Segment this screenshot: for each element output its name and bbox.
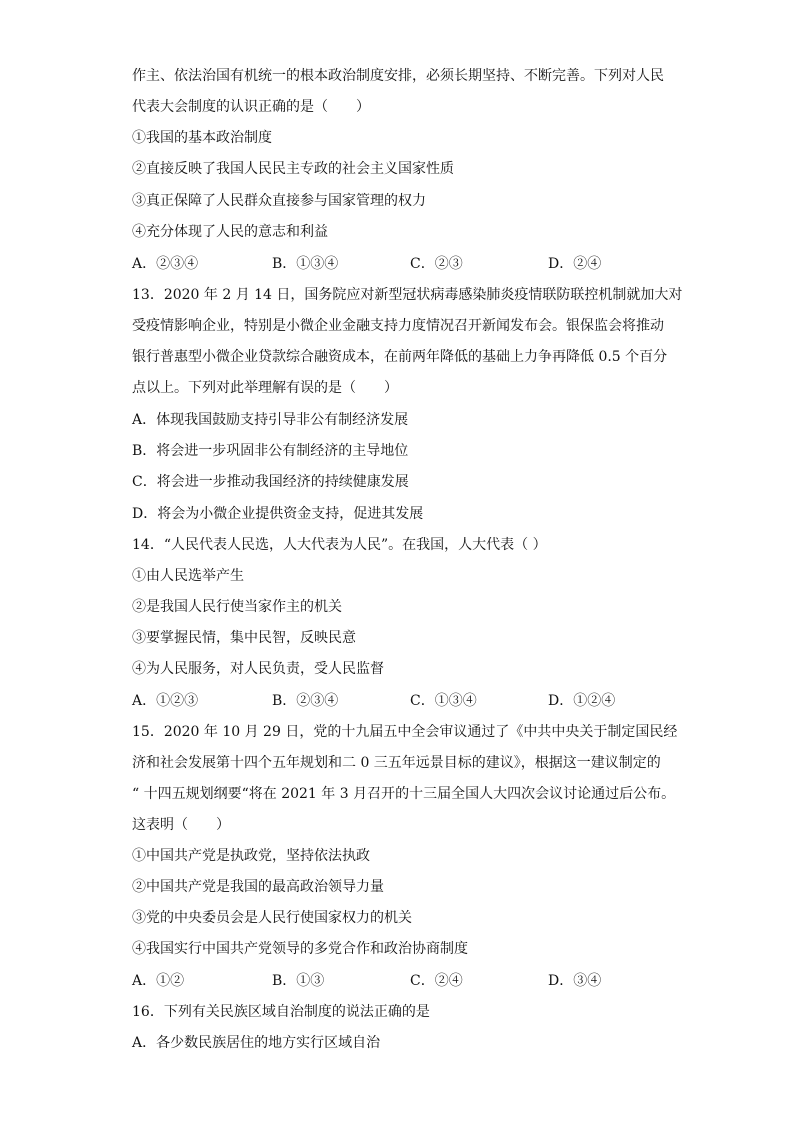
q14-stem: 14．“人民代表人民选，人大代表为人民”。在我国，人大代表（ ） bbox=[132, 537, 547, 553]
q14-item-1: ①由人民选举产生 bbox=[132, 568, 244, 584]
q15-stem-line-1: 15．2020 年 10 月 29 日，党的十九届五中全会审议通过了《中共中央关于制定国民经 bbox=[132, 724, 678, 740]
q15-stem-line-2: 济和社会发展第十四个五年规划和二 0 三五年远景目标的建议》，根据这一建议制定的 bbox=[132, 755, 661, 771]
q15-option-c[interactable]: C．②④ bbox=[410, 973, 463, 989]
q15-option-b[interactable]: B．①③ bbox=[272, 973, 325, 989]
q13-option-b[interactable]: B．将会进一步巩固非公有制经济的主导地位 bbox=[132, 443, 409, 459]
q12-item-4: ④充分体现了人民的意志和利益 bbox=[132, 224, 328, 240]
q13-stem-line-1: 13．2020 年 2 月 14 日，国务院应对新型冠状病毒感染肺炎疫情联防联控机制就加大对 bbox=[132, 287, 683, 303]
q16-option-a[interactable]: A．各少数民族居住的地方实行区域自治 bbox=[132, 1035, 381, 1051]
q12-option-b[interactable]: B．①③④ bbox=[272, 256, 339, 272]
q14-item-2: ②是我国人民行使当家作主的机关 bbox=[132, 599, 342, 615]
q13-stem-line-4: 点以上。下列对此举理解有误的是（ ） bbox=[132, 380, 398, 396]
q12-options bbox=[132, 254, 692, 274]
q15-item-3: ③党的中央委员会是人民行使国家权力的机关 bbox=[132, 910, 412, 926]
q12-stem-line-1: 作主、依法治国有机统一的根本政治制度安排，必须长期坚持、不断完善。下列对人民 bbox=[132, 68, 664, 84]
q14-option-a[interactable]: A．①②③ bbox=[132, 693, 199, 709]
q15-item-1: ①中国共产党是执政党，坚持依法执政 bbox=[132, 848, 370, 864]
q12-option-c[interactable]: C．②③ bbox=[410, 256, 463, 272]
q12-item-3: ③真正保障了人民群众直接参与国家管理的权力 bbox=[132, 193, 426, 209]
q14-item-3: ③要掌握民情，集中民智，反映民意 bbox=[132, 630, 356, 646]
q14-option-d[interactable]: D．①②④ bbox=[548, 693, 616, 709]
q15-options bbox=[132, 971, 692, 991]
q15-option-a[interactable]: A．①② bbox=[132, 973, 185, 989]
q16-stem: 16．下列有关民族区域自治制度的说法正确的是 bbox=[132, 1004, 430, 1020]
q14-options bbox=[132, 691, 692, 711]
q13-option-c[interactable]: C．将会进一步推动我国经济的持续健康发展 bbox=[132, 474, 409, 490]
q13-option-d[interactable]: D．将会为小微企业提供资金支持，促进其发展 bbox=[132, 506, 424, 522]
q12-stem-line-2: 代表大会制度的认识正确的是（ ） bbox=[132, 99, 370, 115]
q12-item-2: ②直接反映了我国人民民主专政的社会主义国家性质 bbox=[132, 161, 454, 177]
q15-item-4: ④我国实行中国共产党领导的多党合作和政治协商制度 bbox=[132, 941, 468, 957]
q12-option-d[interactable]: D．②④ bbox=[548, 256, 602, 272]
q12-item-1: ①我国的基本政治制度 bbox=[132, 130, 272, 146]
q15-stem-line-3: “ 十四五规划纲要“将在 2021 年 3 月召开的十三届全国人大四次会议讨论通过后公布。 bbox=[132, 786, 676, 802]
q13-stem-line-2: 受疫情影响企业，特别是小微企业金融支持力度情况召开新闻发布会。银保监会将推动 bbox=[132, 318, 664, 334]
q14-option-b[interactable]: B．②③④ bbox=[272, 693, 339, 709]
q13-option-a[interactable]: A．体现我国鼓励支持引导非公有制经济发展 bbox=[132, 412, 409, 428]
q15-option-d[interactable]: D．③④ bbox=[548, 973, 602, 989]
q14-option-c[interactable]: C．①③④ bbox=[410, 693, 477, 709]
q15-stem-line-4: 这表明（ ） bbox=[132, 817, 230, 833]
q15-item-2: ②中国共产党是我国的最高政治领导力量 bbox=[132, 879, 384, 895]
q14-item-4: ④为人民服务，对人民负责，受人民监督 bbox=[132, 661, 384, 677]
q13-stem-line-3: 银行普惠型小微企业贷款综合融资成本，在前两年降低的基础上力争再降低 0.5 个百分 bbox=[132, 349, 668, 365]
q12-option-a[interactable]: A．②③④ bbox=[132, 256, 199, 272]
